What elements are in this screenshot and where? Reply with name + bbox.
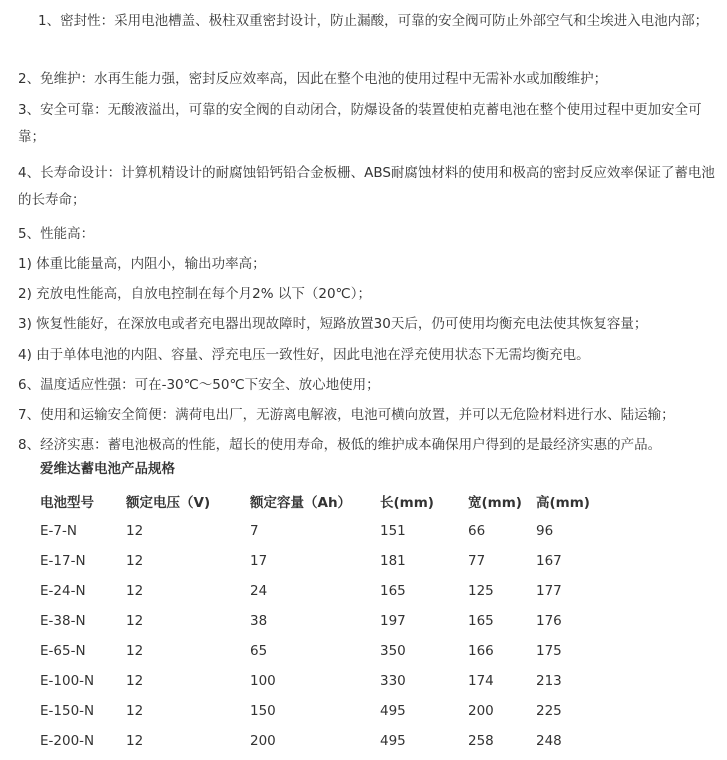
performance-item-2: 2) 充放电性能高，自放电控制在每个月2% 以下（20℃）； — [18, 286, 371, 302]
cell-model: E-100-N — [40, 673, 95, 689]
cell-length: 495 — [380, 733, 406, 749]
cell-width: 77 — [468, 553, 486, 569]
cell-width: 174 — [468, 673, 494, 689]
cell-width: 125 — [468, 583, 494, 599]
cell-capacity: 150 — [250, 703, 276, 719]
header-height: 高(mm) — [536, 495, 590, 511]
cell-model: E-7-N — [40, 523, 77, 539]
cell-model: E-200-N — [40, 733, 95, 749]
cell-voltage: 12 — [126, 733, 144, 749]
feature-economy: 8、经济实惠：蓄电池极高的性能，超长的使用寿命，极低的维护成本确保用户得到的是最经济实惠的产品。 — [18, 437, 662, 453]
cell-capacity: 65 — [250, 643, 268, 659]
table-row — [40, 726, 616, 756]
feature-performance-heading: 5、性能高： — [18, 226, 95, 242]
spec-table-title: 爱维达蓄电池产品规格 — [40, 461, 175, 477]
cell-voltage: 12 — [126, 643, 144, 659]
cell-height: 225 — [536, 703, 562, 719]
cell-capacity: 100 — [250, 673, 276, 689]
cell-model: E-17-N — [40, 553, 86, 569]
header-voltage: 额定电压（V) — [126, 495, 211, 511]
spec-table — [40, 486, 616, 756]
table-row — [40, 516, 616, 546]
header-width: 宽(mm) — [468, 495, 522, 511]
cell-height: 213 — [536, 673, 562, 689]
table-row — [40, 546, 616, 576]
cell-voltage: 12 — [126, 523, 144, 539]
cell-width: 200 — [468, 703, 494, 719]
cell-height: 167 — [536, 553, 562, 569]
cell-height: 248 — [536, 733, 562, 749]
feature-transport: 7、使用和运输安全简便：满荷电出厂，无游离电解液，电池可横向放置，并可以无危险材料进行水、陆运输； — [18, 407, 675, 423]
feature-maintenance-free: 2、免维护：水再生能力强，密封反应效率高，因此在整个电池的使用过程中无需补水或加酸维护； — [18, 71, 608, 87]
header-capacity: 额定容量（Ah） — [250, 495, 352, 511]
performance-item-3: 3) 恢复性能好，在深放电或者充电器出现故障时，短路放置30天后，仍可使用均衡充电法使其恢复容量； — [18, 316, 648, 332]
cell-voltage: 12 — [126, 583, 144, 599]
cell-height: 175 — [536, 643, 562, 659]
cell-width: 166 — [468, 643, 494, 659]
cell-capacity: 24 — [250, 583, 268, 599]
cell-length: 197 — [380, 613, 406, 629]
cell-model: E-24-N — [40, 583, 86, 599]
cell-voltage: 12 — [126, 553, 144, 569]
cell-length: 151 — [380, 523, 406, 539]
header-model: 电池型号 — [40, 495, 94, 511]
cell-width: 66 — [468, 523, 486, 539]
performance-item-4: 4) 由于单体电池的内阻、容量、浮充电压一致性好，因此电池在浮充使用状态下无需均衡充电。 — [18, 347, 590, 363]
table-row — [40, 636, 616, 666]
performance-item-1: 1) 体重比能量高，内阻小，输出功率高； — [18, 256, 266, 272]
cell-capacity: 17 — [250, 553, 268, 569]
table-row — [40, 576, 616, 606]
header-length: 长(mm) — [380, 495, 434, 511]
table-row — [40, 696, 616, 726]
cell-length: 181 — [380, 553, 406, 569]
feature-safety: 3、安全可靠：无酸液溢出，可靠的安全阀的自动闭合，防爆设备的装置使柏克蓄电池在整个使用过程中更加安全可靠； — [18, 102, 702, 145]
cell-width: 165 — [468, 613, 494, 629]
feature-temperature: 6、温度适应性强：可在-30℃～50℃下安全、放心地使用； — [18, 377, 380, 393]
cell-height: 96 — [536, 523, 554, 539]
feature-sealing: 1、密封性：采用电池槽盖、极柱双重密封设计，防止漏酸，可靠的安全阀可防止外部空气和尘埃进入电池内部； — [38, 13, 709, 29]
cell-width: 258 — [468, 733, 494, 749]
cell-voltage: 12 — [126, 703, 144, 719]
cell-model: E-150-N — [40, 703, 95, 719]
cell-length: 350 — [380, 643, 406, 659]
cell-voltage: 12 — [126, 613, 144, 629]
table-row — [40, 606, 616, 636]
cell-voltage: 12 — [126, 673, 144, 689]
cell-height: 177 — [536, 583, 562, 599]
cell-model: E-38-N — [40, 613, 86, 629]
cell-height: 176 — [536, 613, 562, 629]
cell-model: E-65-N — [40, 643, 86, 659]
spec-table-header-row — [40, 486, 616, 516]
feature-long-life: 4、长寿命设计：计算机精设计的耐腐蚀铅钙铅合金板栅、ABS耐腐蚀材料的使用和极高的密封反应效率保证了蓄电池的长寿命； — [18, 165, 715, 208]
table-row — [40, 666, 616, 696]
cell-capacity: 200 — [250, 733, 276, 749]
cell-capacity: 38 — [250, 613, 268, 629]
cell-length: 495 — [380, 703, 406, 719]
cell-length: 165 — [380, 583, 406, 599]
cell-length: 330 — [380, 673, 406, 689]
cell-capacity: 7 — [250, 523, 259, 539]
